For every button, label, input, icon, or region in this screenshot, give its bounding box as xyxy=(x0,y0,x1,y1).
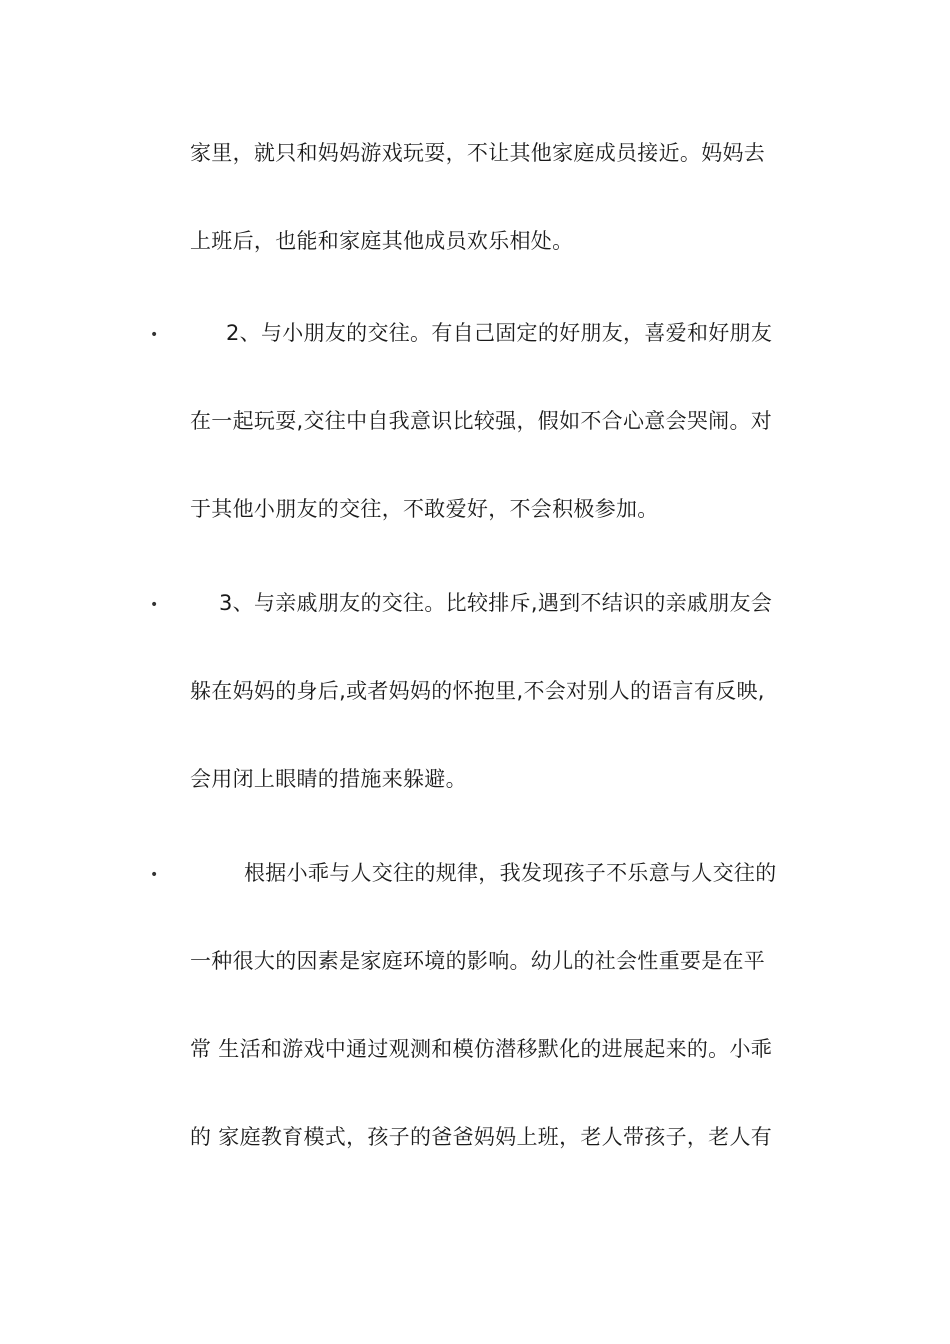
paragraph-1-line-1: 家里，就只和妈妈游戏玩耍，不让其他家庭成员接近。妈妈去 xyxy=(190,141,766,165)
paragraph-4-line-1: 根据小乖与人交往的规律，我发现孩子不乐意与人交往的 xyxy=(244,861,777,885)
list-bullet-2: • xyxy=(150,597,159,613)
paragraph-4-line-3: 常 生活和游戏中通过观测和模仿潜移默化的进展起来的。小乖 xyxy=(190,1037,773,1061)
paragraph-3-line-1: 3、与亲戚朋友的交往。比较排斥,遇到不结识的亲戚朋友会 xyxy=(219,591,773,615)
paragraph-2-line-3: 于其他小朋友的交往，不敢爱好，不会积极参加。 xyxy=(190,497,659,521)
list-bullet-3: • xyxy=(150,867,159,883)
paragraph-4-line-2: 一种很大的因素是家庭环境的影响。幼儿的社会性重要是在平 xyxy=(190,949,766,973)
paragraph-4-line-4: 的 家庭教育模式，孩子的爸爸妈妈上班，老人带孩子，老人有 xyxy=(190,1125,773,1149)
paragraph-3-line-2: 躲在妈妈的身后,或者妈妈的怀抱里,不会对别人的语言有反映, xyxy=(190,679,765,703)
paragraph-1-line-2: 上班后，也能和家庭其他成员欢乐相处。 xyxy=(190,229,574,253)
paragraph-3-line-3: 会用闭上眼睛的措施来躲避。 xyxy=(190,767,467,791)
list-bullet-1: • xyxy=(150,327,159,343)
paragraph-2-line-2: 在一起玩耍,交往中自我意识比较强，假如不合心意会哭闹。对 xyxy=(190,409,773,433)
paragraph-2-line-1: 2、与小朋友的交往。有自己固定的好朋友，喜爱和好朋友 xyxy=(226,321,773,345)
